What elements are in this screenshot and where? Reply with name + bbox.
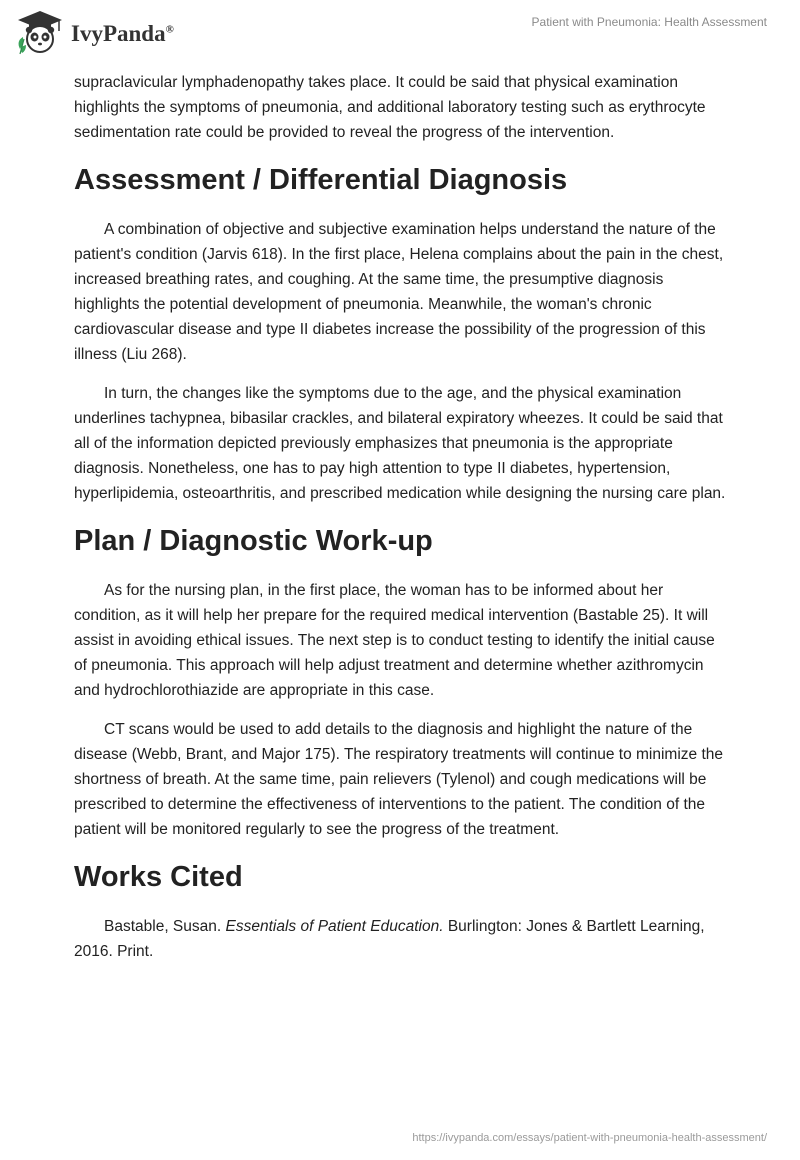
essay-content <box>74 70 726 978</box>
page-header <box>0 0 800 64</box>
citation-author: Bastable, Susan. <box>104 918 222 935</box>
source-url[interactable]: https://ivypanda.com/essays/patient-with-pneumonia-health-assessment/ <box>412 1132 767 1144</box>
paragraph: supraclavicular lymphadenopathy takes place. It could be said that physical examination highlights the symptoms of pneumonia, and additional laboratory testing such as erythrocyte sedimentation rate could be provided to reveal the progress of the intervention. <box>74 74 706 141</box>
ivypanda-logo[interactable] <box>14 9 174 55</box>
document-title: Patient with Pneumonia: Health Assessment <box>531 15 767 29</box>
section-heading-assessment: Assessment / Differential Diagnosis <box>74 164 568 196</box>
paragraph: A combination of objective and subjective examination helps understand the nature of the patient's condition (Jarvis 618). In the first place, Helena complains about the pain in the chest, increased breathing rates, and coughing. At the same time, the presumptive diagnosis highlights the potential development of pneumonia. Meanwhile, the woman's chronic cardiovascular disease and type II diabetes increase the possibility of the progression of this illness (Liu 268). <box>74 221 724 363</box>
citation-publisher: Burlington: Jones & Bartlett Learning, 2016. Print. <box>74 918 705 960</box>
citation-title: Essentials of Patient Education. <box>225 918 444 935</box>
section-heading-plan: Plan / Diagnostic Work-up <box>74 525 433 557</box>
section-heading-works-cited: Works Cited <box>74 861 243 893</box>
panda-logo-icon <box>14 9 66 55</box>
paragraph: As for the nursing plan, in the first place, the woman has to be informed about her condition, as it will help her prepare for the required medical intervention (Bastable 25). It will assist in avoiding ethical issues. The next step is to conduct testing to identify the initial cause of pneumonia. This approach will help adjust treatment and determine whether azithromycin and hydrochlorothiazide are appropriate in this case. <box>74 582 715 699</box>
brand-name: IvyPanda® <box>71 21 174 46</box>
paragraph: CT scans would be used to add details to the diagnosis and highlight the nature of the disease (Webb, Brant, and Major 175). The respiratory treatments will continue to minimize the shortness of breath. At the same time, pain relievers (Tylenol) and cough medications will be prescribed to determine the effectiveness of interventions to the patient. The condition of the patient will be monitored regularly to see the progress of the treatment. <box>74 721 724 838</box>
paragraph: In turn, the changes like the symptoms due to the age, and the physical examination underlines tachypnea, bibasilar crackles, and bilateral expiratory wheezes. It could be said that all of the information depicted previously emphasizes that pneumonia is the appropriate diagnosis. Nonetheless, one has to pay high attention to type II diabetes, hypertension, hyperlipidemia, osteoarthritis, and prescribed medication while designing the nursing care plan. <box>74 385 726 502</box>
citation-entry <box>74 914 726 964</box>
